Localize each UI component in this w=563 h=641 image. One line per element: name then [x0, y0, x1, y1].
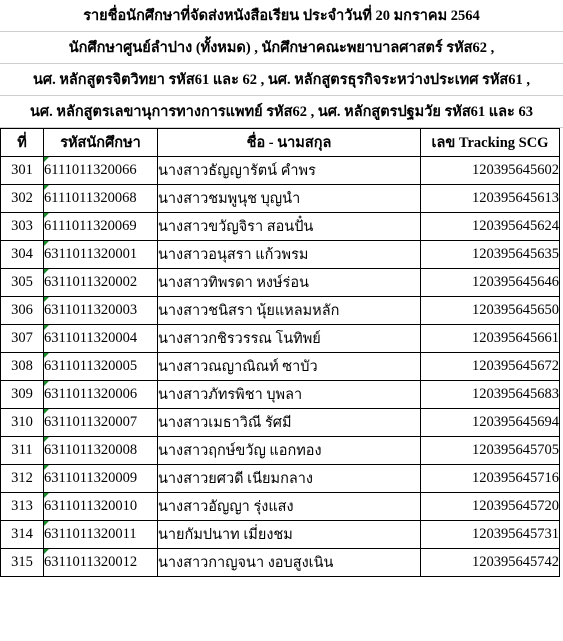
table-row — [1, 353, 560, 381]
cell-tracking[interactable]: 120395645705 — [421, 437, 560, 465]
cell-tracking[interactable]: 120395645650 — [421, 297, 560, 325]
cell-no[interactable]: 311 — [1, 437, 44, 465]
title-line-2: นักศึกษาศูนย์ลำปาง (ทั้งหมด) , นักศึกษาคณะพยาบาลศาสตร์ รหัส62 , — [0, 32, 563, 64]
cell-no[interactable]: 314 — [1, 521, 44, 549]
cell-tracking[interactable]: 120395645742 — [421, 549, 560, 577]
cell-full-name[interactable]: นางสาวทิพรดา หงษ์ร่อน — [158, 269, 421, 297]
cell-full-name[interactable]: นางสาวฤกษ์ขวัญ แอกทอง — [158, 437, 421, 465]
cell-tracking[interactable]: 120395645624 — [421, 213, 560, 241]
cell-no[interactable]: 306 — [1, 297, 44, 325]
table-row — [1, 213, 560, 241]
cell-full-name[interactable]: นางสาวอนุสรา แก้วพรม — [158, 241, 421, 269]
table-row — [1, 325, 560, 353]
header-tracking[interactable]: เลข Tracking SCG — [421, 129, 560, 157]
cell-student-id[interactable]: 6111011320066 — [44, 157, 158, 185]
cell-no[interactable]: 308 — [1, 353, 44, 381]
table-row — [1, 521, 560, 549]
cell-tracking[interactable]: 120395645694 — [421, 409, 560, 437]
cell-no[interactable]: 305 — [1, 269, 44, 297]
cell-student-id[interactable]: 6311011320006 — [44, 381, 158, 409]
table-row — [1, 493, 560, 521]
title-line-1: รายชื่อนักศึกษาที่จัดส่งหนังสือเรียน ประจำวันที่ 20 มกราคม 2564 — [0, 0, 563, 32]
cell-full-name[interactable]: นางสาวชมพูนุช บุญนำ — [158, 185, 421, 213]
title-line-3: นศ. หลักสูตรจิตวิทยา รหัส61 และ 62 , นศ. หลักสูตรธุรกิจระหว่างประเทศ รหัส61 , — [0, 64, 563, 96]
cell-full-name[interactable]: นางสาวเมธาวิณี รัศมี — [158, 409, 421, 437]
cell-tracking[interactable]: 120395645635 — [421, 241, 560, 269]
cell-full-name[interactable]: นางสาวกชิรวรรณ โนทิพย์ — [158, 325, 421, 353]
cell-full-name[interactable]: นางสาวอัญญา รุ่งแสง — [158, 493, 421, 521]
cell-student-id[interactable]: 6311011320007 — [44, 409, 158, 437]
cell-full-name[interactable]: นายกัมปนาท เมี่ยงชม — [158, 521, 421, 549]
cell-student-id[interactable]: 6111011320068 — [44, 185, 158, 213]
cell-tracking[interactable]: 120395645602 — [421, 157, 560, 185]
cell-full-name[interactable]: นางสาวชนิสรา นุ้ยแหลมหลัก — [158, 297, 421, 325]
cell-tracking[interactable]: 120395645646 — [421, 269, 560, 297]
cell-tracking[interactable]: 120395645716 — [421, 465, 560, 493]
cell-student-id[interactable]: 6311011320001 — [44, 241, 158, 269]
title-line-4: นศ. หลักสูตรเลขานุการทางการแพทย์ รหัส62 , นศ. หลักสูตรปฐมวัย รหัส61 และ 63 — [0, 96, 563, 128]
cell-student-id[interactable]: 6111011320069 — [44, 213, 158, 241]
table-row — [1, 269, 560, 297]
header-full-name[interactable]: ชื่อ - นามสกุล — [158, 129, 421, 157]
cell-tracking[interactable]: 120395645683 — [421, 381, 560, 409]
cell-student-id[interactable]: 6311011320010 — [44, 493, 158, 521]
cell-full-name[interactable]: นางสาวภัทรพิชา บุพลา — [158, 381, 421, 409]
cell-full-name[interactable]: นางสาวธัญญารัตน์ คำพร — [158, 157, 421, 185]
table-row — [1, 157, 560, 185]
cell-student-id[interactable]: 6311011320008 — [44, 437, 158, 465]
table-row — [1, 549, 560, 577]
cell-no[interactable]: 310 — [1, 409, 44, 437]
table-row — [1, 437, 560, 465]
cell-student-id[interactable]: 6311011320004 — [44, 325, 158, 353]
cell-tracking[interactable]: 120395645613 — [421, 185, 560, 213]
cell-no[interactable]: 302 — [1, 185, 44, 213]
table-row — [1, 409, 560, 437]
table-row — [1, 381, 560, 409]
cell-no[interactable]: 313 — [1, 493, 44, 521]
cell-no[interactable]: 312 — [1, 465, 44, 493]
cell-student-id[interactable]: 6311011320005 — [44, 353, 158, 381]
cell-student-id[interactable]: 6311011320009 — [44, 465, 158, 493]
cell-student-id[interactable]: 6311011320011 — [44, 521, 158, 549]
cell-no[interactable]: 301 — [1, 157, 44, 185]
shipment-table — [0, 128, 560, 577]
cell-tracking[interactable]: 120395645672 — [421, 353, 560, 381]
header-student-id[interactable]: รหัสนักศึกษา — [44, 129, 158, 157]
cell-student-id[interactable]: 6311011320003 — [44, 297, 158, 325]
cell-full-name[interactable]: นางสาวยศวดี เนียมกลาง — [158, 465, 421, 493]
cell-tracking[interactable]: 120395645731 — [421, 521, 560, 549]
cell-no[interactable]: 315 — [1, 549, 44, 577]
cell-tracking[interactable]: 120395645661 — [421, 325, 560, 353]
cell-full-name[interactable]: นางสาวขวัญจิรา สอนปั๋น — [158, 213, 421, 241]
table-row — [1, 297, 560, 325]
cell-full-name[interactable]: นางสาวณญาณิณท์ ซาบัว — [158, 353, 421, 381]
header-no[interactable]: ที่ — [1, 129, 44, 157]
cell-student-id[interactable]: 6311011320012 — [44, 549, 158, 577]
table-header-row — [1, 129, 560, 157]
table-row — [1, 465, 560, 493]
cell-no[interactable]: 303 — [1, 213, 44, 241]
table-row — [1, 241, 560, 269]
cell-no[interactable]: 309 — [1, 381, 44, 409]
cell-no[interactable]: 307 — [1, 325, 44, 353]
cell-full-name[interactable]: นางสาวกาญจนา งอบสูงเนิน — [158, 549, 421, 577]
cell-no[interactable]: 304 — [1, 241, 44, 269]
cell-tracking[interactable]: 120395645720 — [421, 493, 560, 521]
table-row — [1, 185, 560, 213]
cell-student-id[interactable]: 6311011320002 — [44, 269, 158, 297]
